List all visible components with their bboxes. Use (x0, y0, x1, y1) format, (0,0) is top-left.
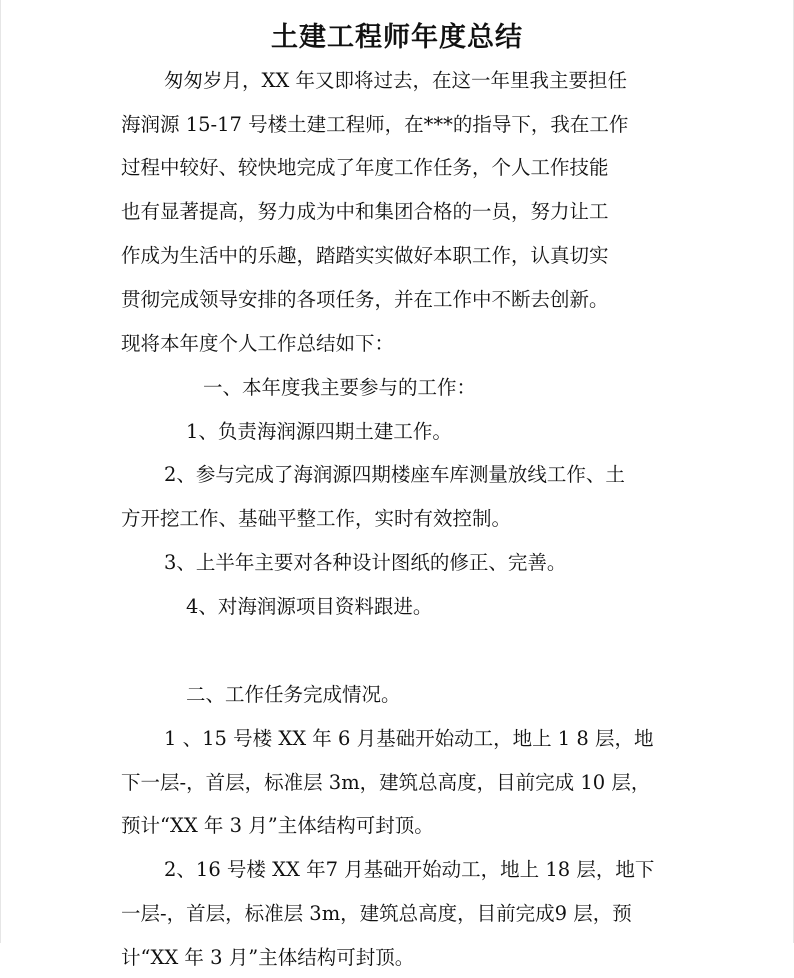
list-item-continuation: 计“XX 年 3 月”主体结构可封顶。 (121, 946, 415, 969)
paragraph-line: 现将本年度个人工作总结如下： (121, 332, 395, 355)
page-left-edge (0, 0, 1, 943)
list-item-continuation: 预计“XX 年 3 月”主体结构可封顶。 (121, 814, 434, 837)
paragraph-line: 海润源 15-17 号楼土建工程师，在***的指导下，我在工作 (121, 113, 629, 136)
list-item: 2、参与完成了海润源四期楼座车库测量放线工作、土 (164, 463, 625, 486)
section-heading: 一、本年度我主要参与的工作： (203, 376, 477, 399)
list-item: 3、上半年主要对各种设计图纸的修正、完善。 (164, 551, 567, 574)
paragraph-line: 过程中较好、较快地完成了年度工作任务，个人工作技能 (121, 156, 609, 179)
list-item-continuation: 方开挖工作、基础平整工作，实时有效控制。 (121, 507, 512, 530)
list-item-continuation: 下一层-，首层，标准层 3m，建筑总高度，目前完成 10 层， (121, 771, 651, 794)
list-item: 2、16 号楼 XX 年7 月基础开始动工，地上 18 层，地下 (164, 858, 655, 881)
section-heading: 二、工作任务完成情况。 (186, 683, 401, 706)
list-item: 1、负责海润源四期土建工作。 (186, 420, 452, 443)
list-item: 4、对海润源项目资料跟进。 (186, 595, 433, 618)
list-item-continuation: 一层-，首层，标准层 3m，建筑总高度，目前完成9 层，预 (121, 902, 632, 925)
paragraph-line: 作成为生活中的乐趣，踏踏实实做好本职工作，认真切实 (121, 244, 609, 267)
document-title: 土建工程师年度总结 (271, 22, 523, 53)
paragraph-line: 也有显著提高，努力成为中和集团合格的一员，努力让工 (121, 200, 609, 223)
paragraph-line: 贯彻完成领导安排的各项任务，并在工作中不断去创新。 (121, 288, 609, 311)
paragraph-line: 匆匆岁月，XX 年又即将过去，在这一年里我主要担任 (164, 69, 627, 92)
list-item: 1 、15 号楼 XX 年 6 月基础开始动工，地上 1 8 层，地 (164, 727, 654, 750)
